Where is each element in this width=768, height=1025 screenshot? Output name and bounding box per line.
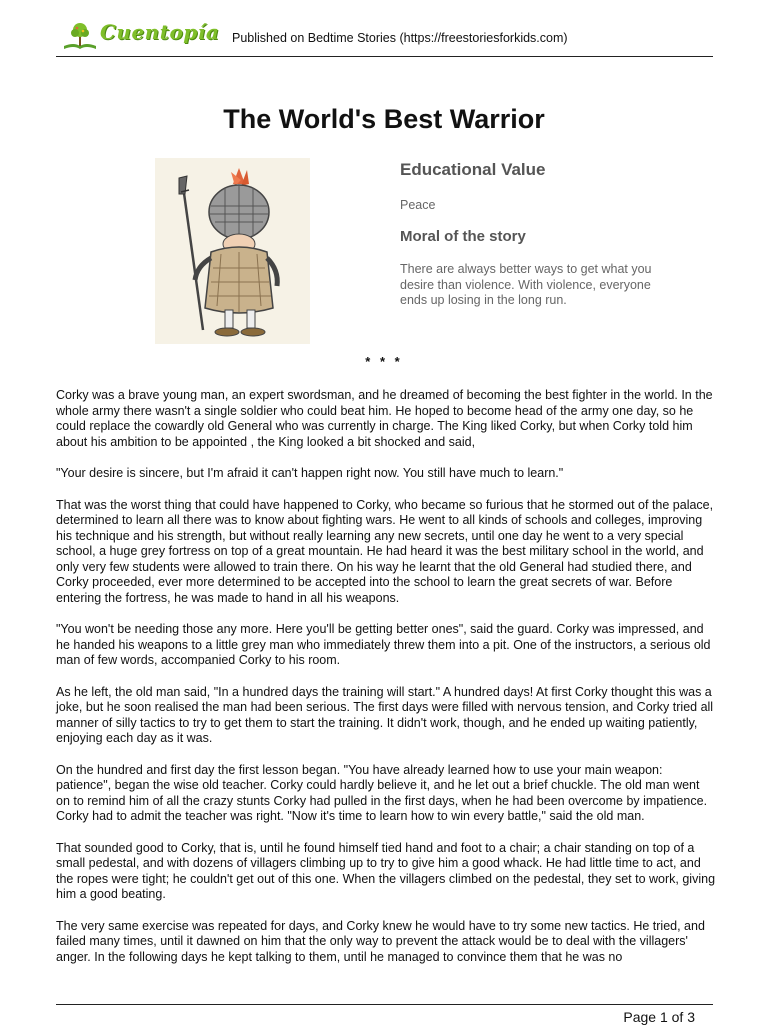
section-separator: * * *	[365, 354, 403, 369]
page-header	[56, 18, 713, 57]
warrior-illustration-icon	[155, 158, 310, 344]
book-tree-icon	[60, 20, 100, 52]
story-paragraph: "Your desire is sincere, but I'm afraid it can't happen right now. You still have much to learn."	[56, 466, 564, 480]
story-info-sidebar	[400, 160, 680, 309]
educational-value: Peace	[400, 198, 436, 212]
story-body	[56, 388, 716, 981]
story-paragraph: "You won't be needing those any more. Here you'll be getting better ones", said the guard. Corky was impressed, and he handed his weapons to a little grey man who immediately threw them into a pit. One of the instructors, a serious old man of few words, accompanied Corky to his room.	[56, 622, 711, 667]
story-paragraph: The very same exercise was repeated for days, and Corky knew he would have to try some new tactics. He tried, and failed many times, until it dawned on him that the only way to prevent the attack would be to deal with the villagers' anger. In the following days he kept talking to them, until he managed to convince them that he was no	[56, 918, 705, 964]
educational-value-heading: Educational Value	[400, 160, 546, 179]
story-paragraph: That was the worst thing that could have happened to Corky, who became so furious that he stormed out of the palace, determined to learn all there was to know about fighting wars. He went to all kinds of schools and colleges, improving his technique and his strength, but without really learning any new secrets, until one day he went to a very special school, a huge grey fortress on top of a great mountain. He had heard it was the best military school in the world, and only very few students were allowed to train there. On his way he learnt that the old General had studied there, and Corky proceeded, ever more determined to be accepted into the school to learn the great secrets of war. Before entering the fortress, he was made to hand in all his weapons.	[56, 497, 714, 605]
page-number: Page 1 of 3	[623, 1009, 695, 1025]
published-line: Published on Bedtime Stories (https://freestoriesforkids.com)	[232, 31, 568, 45]
story-paragraph: Corky was a brave young man, an expert swordsman, and he dreamed of becoming the best fighter in the world. In the whole army there wasn't a single soldier who could beat him. He hoped to become head of the army one day, so he could replace the cowardly old General who was currently in charge. The King liked Corky, but when Corky told him about his ambition to be appointed , the King looked a bit shocked and said,	[56, 388, 713, 449]
page-footer	[56, 1004, 713, 1025]
moral-text: There are always better ways to get what you desire than violence. With violence, everyone ends up losing in the long run.	[400, 262, 652, 307]
page-title: The World's Best Warrior	[223, 104, 545, 134]
logo-text: Cuentopía	[100, 20, 220, 44]
moral-heading: Moral of the story	[400, 228, 526, 245]
story-paragraph: On the hundred and first day the first lesson began. "You have already learned how to use your main weapon: patience", began the wise old teacher. Corky could hardly believe it, and he let out a brief chuckle. The old man went on to remind him of all the crazy stunts Corky had pulled in the first days, when he had been overcome by impatience. Corky had to admit the teacher was right. "Now it's time to learn how to win every battle," said the old man.	[56, 762, 708, 823]
story-paragraph: That sounded good to Corky, that is, until he found himself tied hand and foot to a chair; a chair standing on top of a small pedestal, and with dozens of villagers climbing up to try to give him a good whack. He had little time to act, and the ropes were tight; he couldn't get out of this one. When the villagers climbed on the pedestal, they set to work, giving him a good beating.	[56, 840, 716, 901]
logo	[60, 20, 220, 52]
story-paragraph: As he left, the old man said, "In a hundred days the training will start." A hundred days! At first Corky thought this was a joke, but he soon realised the man had been serious. The first days were filled with nervous tension, and Corky tried all manner of silly tactics to try to get them to start the training. It didn't work, though, and he ended up waiting patiently, enjoying each day as it was.	[56, 684, 714, 745]
